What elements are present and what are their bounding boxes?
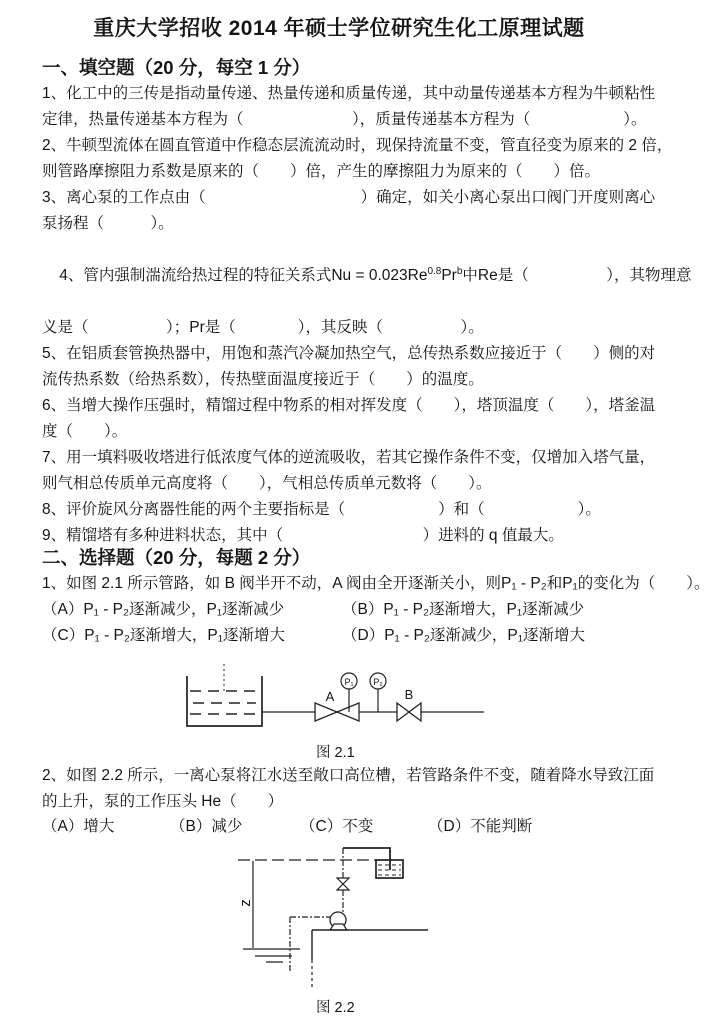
choice-q2-options [42,815,660,839]
z-label: z [237,899,254,907]
fill-q7-line1: 7、用一填料吸收塔进行低浓度气体的逆流吸收，若其它操作条件不变，仅增加入塔气量， [42,449,656,466]
fill-q5-line1: 5、在铝质套管换热器中，用饱和蒸汽冷凝加热空气，总传热系数应接近于（ ）侧的对 [42,345,656,362]
fill-q2-line1: 2、牛顿型流体在圆直管道中作稳态层流流动时，现保持流量不变，管直径变为原来的 2 倍， [42,137,673,154]
suction-pipe [290,917,330,973]
formula-exponent-re: 0.8 [427,265,442,277]
fill-q8-line: 8、评价旋风分离器性能的两个主要指标是（ ）和（ ）。 [42,501,601,518]
pressure-gauge-p2 [370,673,386,712]
option-d: （D）P₁ - P₂逐渐减少，P₁逐渐增大 [342,627,585,644]
feed-tank [187,664,262,726]
option-b: （B）P₁ - P₂逐渐增大，P₁逐渐减少 [342,601,585,618]
fill-q5-line2: 流传热系数（给热系数），传热壁面温度接近于（ ）的温度。 [42,371,484,388]
valve-b-label: B [404,687,414,702]
fill-q9-line: 9、精馏塔有多种进料状态，其中（ ）进料的 q 值最大。 [42,527,564,544]
valve-a [315,703,359,721]
discharge-valve [337,878,349,890]
valve-b [397,703,421,721]
fill-q6-line2: 度（ ）。 [42,423,128,440]
figure-2-1 [42,663,660,743]
fill-q1-line1: 1、化工中的三传是指动量传递、热量传递和质量传递，其中动量传递基本方程为牛顿粘性 [42,85,656,102]
gauge-p1-label: P₁ [344,677,354,687]
choice-q1-options-row1 [42,597,660,623]
option-d: （D）不能判断 [428,818,533,835]
formula-pre: 4、管内强制湍流给热过程的特征关系式Nu = 0.023Re [59,267,428,284]
formula-exponent-pr: b [456,265,463,277]
figure-2-1-caption: 图 2.1 [316,745,355,761]
fill-q2-line2: 则管路摩擦阻力系数是原来的（ ）倍，产生的摩擦阻力为原来的（ ）倍。 [42,163,601,180]
dimension-z [237,861,254,948]
gauge-p2-label: P₂ [373,677,383,687]
fill-q4-line2: 义是（ ）；Pr是（ ），其反映（ ）。 [42,319,484,336]
choice-q1-stem: 1、如图 2.1 所示管路，如 B 阀半开不动，A 阀由全开逐渐关小，则P₁ - P₂和P₁的变化为（ ）。 [42,575,710,592]
choice-q2-stem-line2: 的上升，泵的工作压头 He（ ） [42,793,284,810]
option-a: （A）P₁ - P₂逐渐减少，P₁逐渐减少 [42,601,285,618]
fill-q3-line1: 3、离心泵的工作点由（ ）确定，如关小离心泵出口阀门开度则离心 [42,189,656,206]
option-b: （B）减少 [170,818,243,835]
section2-heading: 二、选择题（20 分，每题 2 分） [42,547,311,568]
choice-q2-stem-line1: 2、如图 2.2 所示，一离心泵将江水送至敞口高位槽，若管路条件不变，随着降水导致江面 [42,767,655,784]
pump [330,912,347,930]
page-title: 重庆大学招收 2014 年硕士学位研究生化工原理试题 [93,17,585,40]
fill-q3-line2: 泵扬程（ ）。 [42,215,174,232]
figure-2-2-caption: 图 2.2 [316,1000,355,1016]
valve-a-label: A [325,689,335,704]
formula-mid: Pr [441,267,457,284]
option-c: （C）P₁ - P₂逐渐增大，P₁逐渐增大 [42,627,285,644]
option-a: （A）增大 [42,818,115,835]
discharge-pipe [343,848,390,912]
fill-q1-line2: 定律，热量传递基本方程为（ ），质量传递基本方程为（ ）。 [42,111,647,128]
fill-q6-line1: 6、当增大操作压强时，精馏过程中物系的相对挥发度（ ），塔顶温度（ ），塔釜温 [42,397,656,414]
fill-q7-line2: 则气相总传质单元高度将（ ），气相总传质单元数将（ ）。 [42,475,492,492]
figure-2-2 [42,845,660,995]
platform [312,930,428,988]
option-c: （C）不变 [300,818,374,835]
formula-post: 中Re是（ ），其物理意 [462,267,692,284]
river-surface [243,949,300,962]
fill-q4-line1 [42,237,692,315]
section1-heading: 一、填空题（20 分，每空 1 分） [42,57,311,78]
choice-q1-options-row2 [42,623,660,649]
